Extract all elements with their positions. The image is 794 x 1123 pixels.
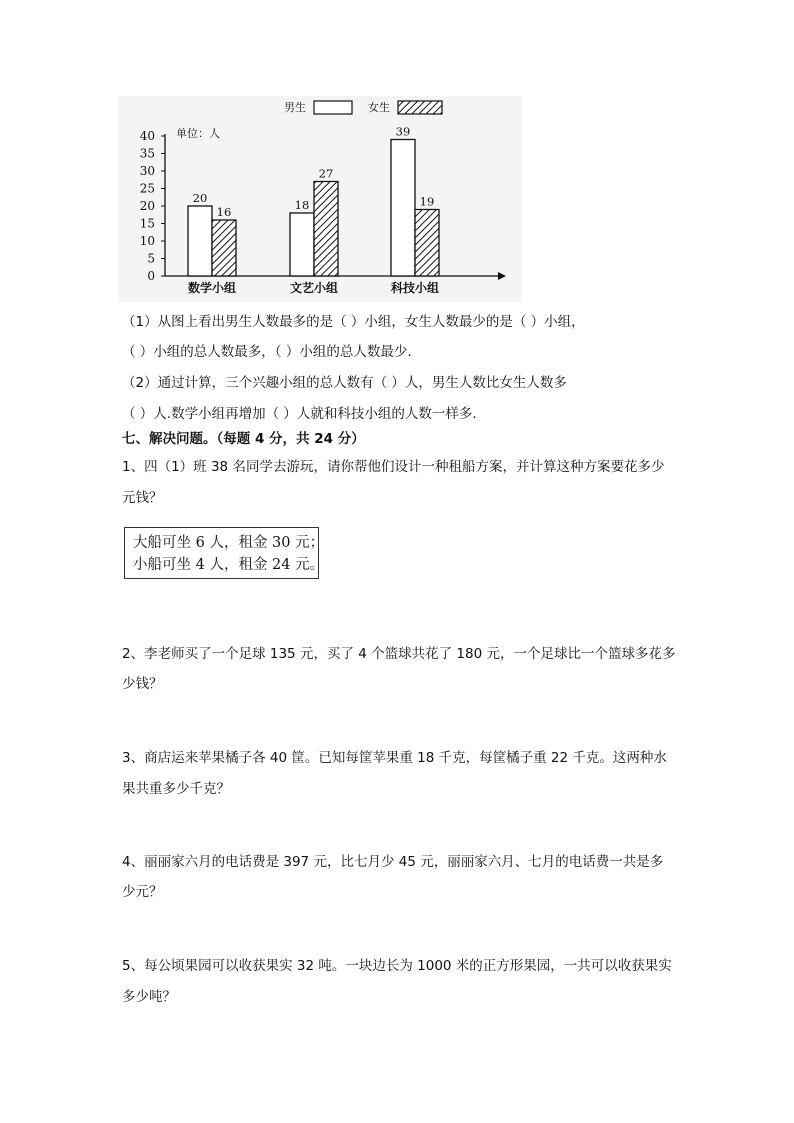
bar-girls (212, 220, 236, 276)
big-boat-info: 大船可坐 6 人，租金 30 元； (133, 535, 325, 551)
category-label: 科技小组 (390, 281, 440, 295)
bar-value-label: 20 (192, 191, 208, 205)
bar-girls (314, 182, 338, 277)
y-tick-label: 5 (147, 251, 155, 266)
small-boat-info: 小船可坐 4 人，租金 24 元。 (133, 557, 325, 573)
y-tick-label: 35 (139, 146, 155, 161)
problem-4-line-1: 4、丽丽家六月的电话费是 397 元，比七月少 45 元，丽丽家六月、七月的电话费一共是多 (122, 854, 664, 870)
y-tick-label: 0 (147, 269, 155, 283)
y-tick-label: 15 (139, 216, 155, 231)
y-tick-label: 20 (139, 199, 155, 213)
bar-boys (290, 213, 314, 276)
bar-value-label: 27 (318, 166, 334, 181)
legend-label-boys: 男生 (284, 101, 306, 114)
bar-chart (118, 96, 522, 302)
bar-value-label: 18 (294, 198, 310, 212)
bar-girls (415, 210, 439, 277)
bar-value-label: 16 (216, 205, 232, 219)
bar-boys (188, 206, 212, 276)
problem-4-line-2: 少元？ (122, 884, 163, 900)
boat-rental-info-box (124, 527, 325, 579)
y-tick-label: 40 (139, 129, 155, 143)
problem-5-line-1: 5、每公顷果园可以收获果实 32 吨。一块边长为 1000 米的正方形果园，一共可以收获果实 (122, 958, 672, 974)
problem-2-line-1: 2、李老师买了一个足球 135 元，买了 4 个篮球共花了 180 元，一个足球比一个篮球多花多 (122, 646, 676, 662)
bar-value-label: 39 (395, 124, 411, 139)
problem-3-line-1: 3、商店运来苹果橘子各 40 筐。已知每筐苹果重 18 千克，每筐橘子重 22 千克。这两种水 (122, 750, 667, 766)
category-label: 文艺小组 (289, 281, 339, 295)
section-7-title: 七、解决问题。（每题 4 分，共 24 分） (122, 431, 365, 447)
problem-3-line-2: 果共重多少千克？ (122, 781, 230, 797)
question-2-line-1: （2）通过计算，三个兴趣小组的总人数有（ ）人，男生人数比女生人数多 (122, 375, 567, 391)
bar-chart-svg (118, 96, 522, 302)
unit-label: 单位：人 (176, 127, 220, 140)
legend-label-girls: 女生 (368, 101, 390, 114)
question-2-line-2: （ ）人.数学小组再增加（ ）人就和科技小组的人数一样多. (122, 406, 477, 422)
y-tick-label: 30 (139, 164, 155, 178)
problem-5-line-2: 多少吨？ (122, 989, 176, 1005)
problem-1-line-1: 1、四（1）班 38 名同学去游玩，请你帮他们设计一种租船方案，并计算这种方案要花多少 (122, 459, 665, 475)
question-1-line-1: （1）从图上看出男生人数最多的是（ ）小组，女生人数最少的是（ ）小组， (122, 314, 585, 330)
problem-1-line-2: 元钱？ (122, 490, 163, 506)
legend-swatch-girls (398, 101, 442, 114)
y-tick-label: 25 (139, 181, 155, 196)
legend-swatch-boys (314, 101, 352, 114)
y-tick-label: 10 (139, 234, 155, 248)
bar-boys (391, 140, 415, 277)
category-label: 数学小组 (187, 281, 237, 295)
bar-value-label: 19 (419, 194, 435, 209)
problem-2-line-2: 少钱？ (122, 676, 163, 692)
question-1-line-2: （ ）小组的总人数最多，（ ）小组的总人数最少. (122, 344, 412, 360)
